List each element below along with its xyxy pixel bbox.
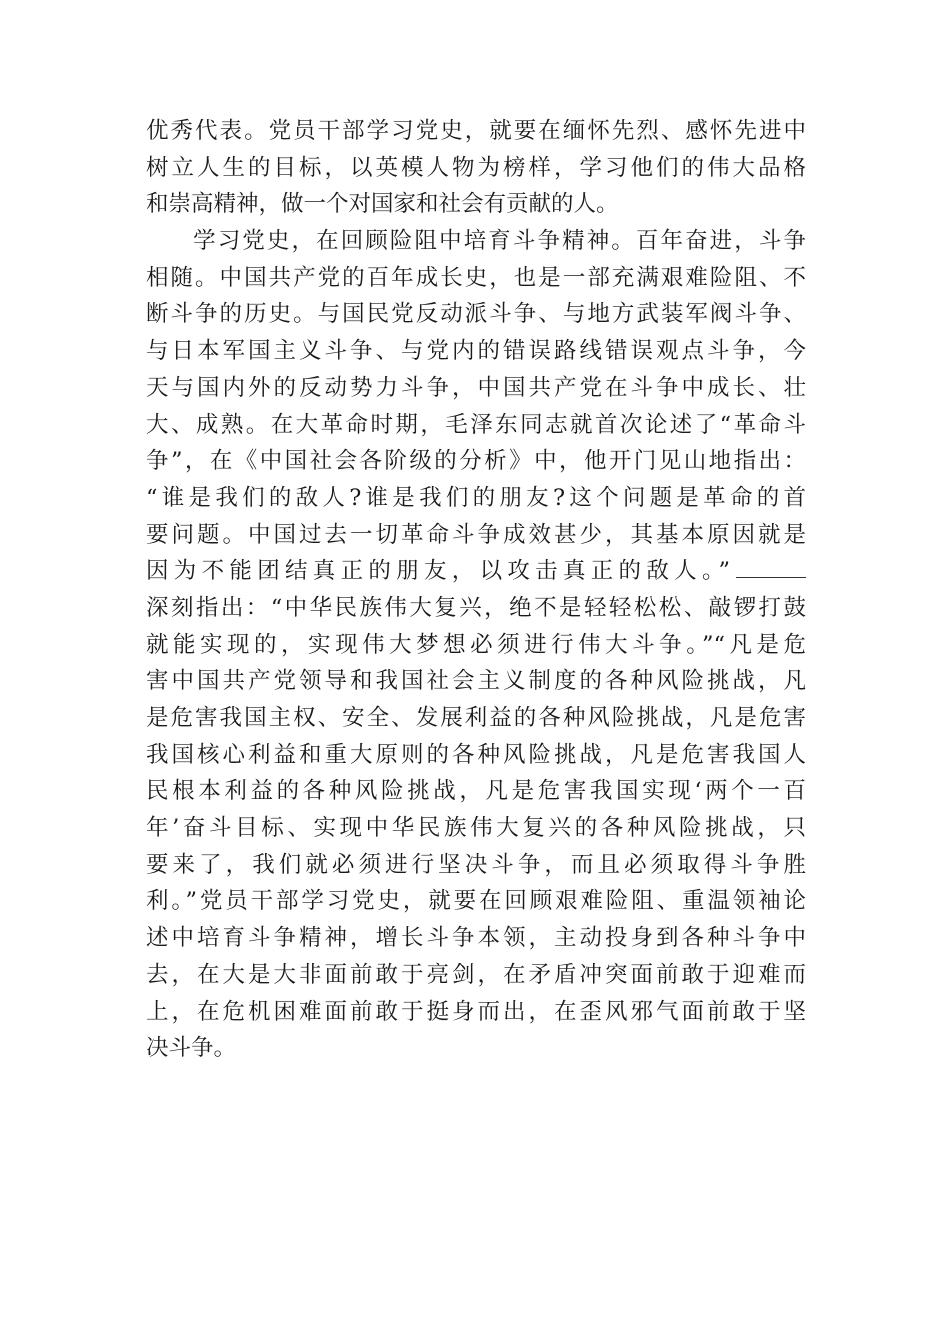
text-line [146,223,806,260]
text-line: 我国核心利益和重大原则的各种风险挑战，凡是危害我国人 [146,741,806,768]
text-line: 是危害我国主权、安全、发展利益的各种风险挑战，凡是危害 [146,705,806,731]
text-line: 要来了，我们就必须进行坚决斗争，而且必须取得斗争胜 [146,851,806,878]
text-line: 天与国内外的反动势力斗争，中国共产党在斗争中成长、壮 [146,374,806,401]
text-line: 述中培育斗争精神，增长斗争本领，主动投身到各种斗争中 [146,925,806,952]
text-line-content: 学习党史，在回顾险阻中培育斗争精神。百年奋进，斗争 [191,228,806,255]
text-line: 争”，在《中国社会各阶级的分析》中，他开门见山地指出： [146,448,806,475]
text-line: 大、成熟。在大革命时期，毛泽东同志就首次论述了“革命斗 [146,411,806,438]
text-line: 利。”党员干部学习党史，就要在回顾艰难险阻、重温领袖论 [146,888,806,915]
text-line: 和崇高精神，做一个对国家和社会有贡献的人。 [146,191,619,218]
text-line: 与日本军国主义斗争、与党内的错误路线错误观点斗争，今 [146,338,806,365]
text-line: 相随。中国共产党的百年成长史，也是一部充满艰难险阻、不 [146,264,806,291]
text-line: 就能实现的，实现伟大梦想必须进行伟大斗争。”“凡是危 [146,631,806,658]
text-line: 民根本利益的各种风险挑战，凡是危害我国实现‘两个一百 [146,778,806,805]
text-line: 树立人生的目标，以英模人物为榜样，学习他们的伟大品格 [146,154,806,181]
text-line: 要问题。中国过去一切革命斗争成效甚少，其基本原因就是 [146,521,806,548]
text-line: 年’奋斗目标、实现中华民族伟大复兴的各种风险挑战，只 [146,815,806,842]
text-line: 决斗争。 [146,1035,237,1062]
text-line [146,553,806,590]
text-line: 去，在大是大非面前敢于亮剑，在矛盾冲突面前敢于迎难而 [146,961,806,988]
text-line: “谁是我们的敌人?谁是我们的朋友?这个问题是革命的首 [146,484,806,511]
text-line: 上，在危机困难面前敢于挺身而出，在歪风邪气面前敢于坚 [146,998,806,1025]
text-line: 断斗争的历史。与国民党反动派斗争、与地方武装军阀斗争、 [146,301,806,328]
text-line: 优秀代表。党员干部学习党史，就要在缅怀先烈、感怀先进中 [146,118,806,144]
text-line: 害中国共产党领导和我国社会主义制度的各种风险挑战，凡 [146,668,806,695]
body-text [146,113,806,1067]
blank-underline [736,561,806,578]
text-line-content: 因为不能团结真正的朋友，以攻击真正的敌人。” [146,558,730,585]
text-line: 深刻指出：“中华民族伟大复兴，绝不是轻轻松松、敲锣打鼓 [146,594,806,621]
